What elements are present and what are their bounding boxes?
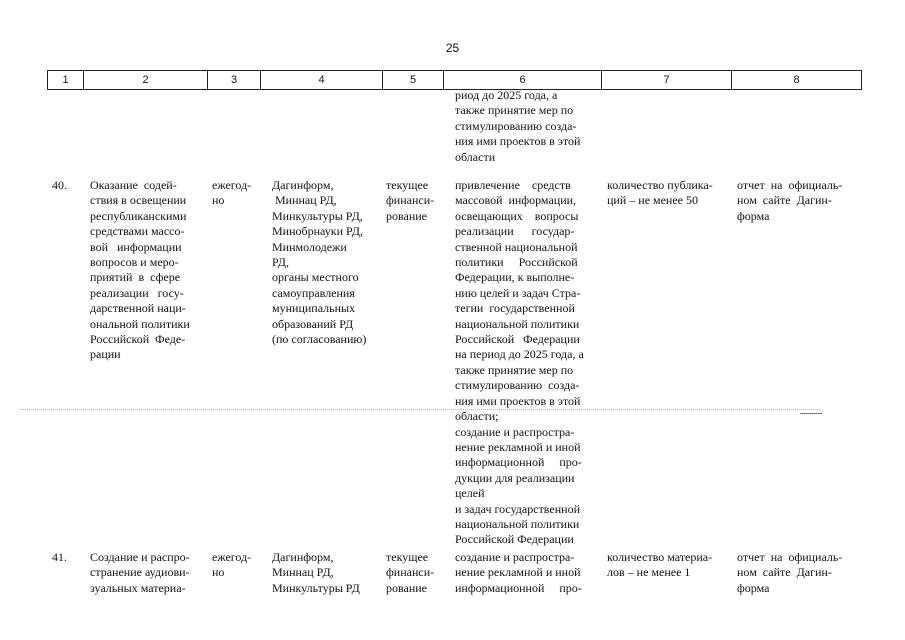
header-col-2: 2 <box>84 71 208 89</box>
header-col-4: 4 <box>261 71 383 89</box>
row-number: 41. <box>52 550 67 564</box>
funding: текущее финанси- рование <box>386 178 435 223</box>
measure-name: Создание и распро- странение аудиови- зуальных материа- <box>90 550 190 595</box>
goal-description: привлечение средств массовой информации, освещающих вопросы реализации государ- ственной национальной политики Российской Федерации, к выполне- нию целей и задач Стра- тегии государственной национальной политики Российской Федерации на период до 2025 года, а также принятие мер по стимулированию созда- ния ими проектов в этой области; создание и распростра- нение рекламной и иной информационной про- дукции для реализации целей и задач государственной национальной политики Российской Федерации <box>455 178 584 547</box>
table-header <box>47 70 862 90</box>
header-col-5: 5 <box>383 71 444 89</box>
executors: Дагинформ, Миннац РД, Минкультуры РД, Минобрнауки РД, Минмолодежи РД, органы местного самоуправления муниципальных образований РД (по согласованию) <box>272 178 367 347</box>
report-form: отчет на официаль- ном сайте Дагин- форма <box>737 178 843 223</box>
header-col-3: 3 <box>208 71 261 89</box>
continuation-goal-text: риод до 2025 года, а также принятие мер по стимулированию созда- ния ими проектов в этой области <box>455 88 581 164</box>
funding: текущее финанси- рование <box>386 550 435 595</box>
indicator: количество материа- лов – не менее 1 <box>607 550 713 580</box>
page-number: 25 <box>445 41 460 55</box>
period: ежегод- но <box>212 550 252 580</box>
scan-artifact-dots <box>20 409 820 410</box>
row-number: 40. <box>52 178 67 192</box>
period: ежегод- но <box>212 178 252 208</box>
header-col-1: 1 <box>48 71 84 89</box>
report-form: отчет на официаль- ном сайте Дагин- форма <box>737 550 843 595</box>
header-col-8: 8 <box>732 71 862 89</box>
scan-artifact-line <box>800 413 822 414</box>
header-col-6: 6 <box>444 71 602 89</box>
goal-description: создание и распростра- нение рекламной и иной информационной про- <box>455 550 582 595</box>
executors: Дагинформ, Миннац РД, Минкультуры РД <box>272 550 360 595</box>
measure-name: Оказание содей- ствия в освещении республиканскими средствами массо- вой информации вопросов и меро- приятий в сфере реализации госу- дарственной наци- ональной политики Российской Феде- рации <box>90 178 190 362</box>
indicator: количество публика- ций – не менее 50 <box>607 178 713 208</box>
header-col-7: 7 <box>602 71 732 89</box>
